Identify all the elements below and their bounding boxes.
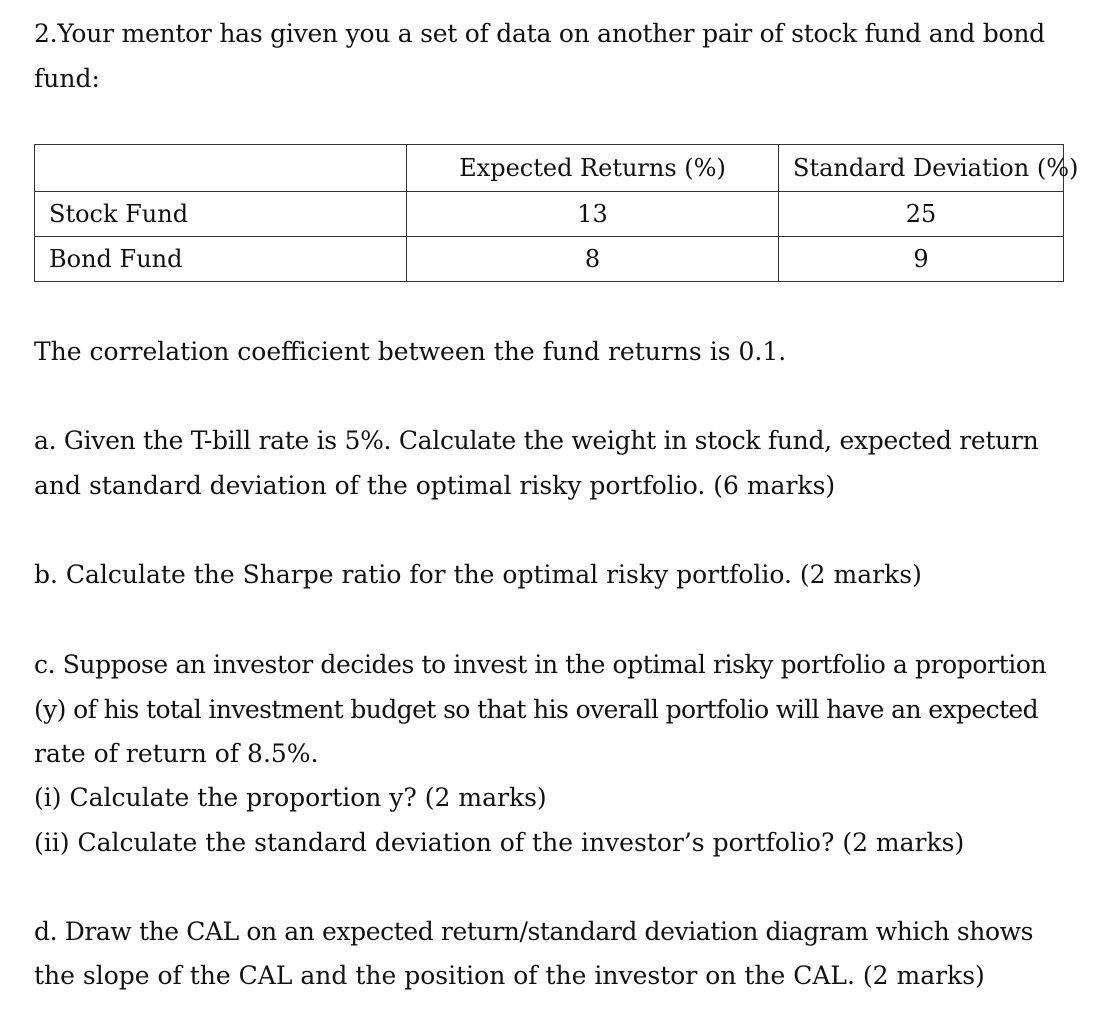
row-label: Bond Fund bbox=[35, 237, 407, 282]
part-c-sub-i: (i) Calculate the proportion y? (2 marks) bbox=[34, 783, 547, 812]
table-row bbox=[35, 237, 1064, 282]
part-a-line-2: and standard deviation of the optimal risky portfolio. (6 marks) bbox=[34, 471, 836, 500]
part-b-line-1: b. Calculate the Sharpe ratio for the optimal risky portfolio. (2 marks) bbox=[34, 560, 922, 589]
part-c-line-3: rate of return of 8.5%. bbox=[34, 739, 319, 768]
header-standard-deviation: Standard Deviation (%) bbox=[779, 145, 1064, 192]
expected-return-value: 8 bbox=[407, 237, 779, 282]
table-header-row bbox=[35, 145, 1064, 192]
correlation-statement: The correlation coefficient between the fund returns is 0.1. bbox=[34, 337, 787, 366]
std-dev-value: 9 bbox=[779, 237, 1064, 282]
fund-data-table bbox=[34, 144, 1079, 282]
intro-line-2: fund: bbox=[34, 64, 100, 93]
part-a-line-1: a. Given the T-bill rate is 5%. Calculate the weight in stock fund, expected return bbox=[34, 426, 1039, 455]
part-c-sub-ii: (ii) Calculate the standard deviation of the investor’s portfolio? (2 marks) bbox=[34, 828, 965, 857]
header-empty-cell bbox=[35, 145, 407, 192]
std-dev-value: 25 bbox=[779, 192, 1064, 237]
part-c-line-1: c. Suppose an investor decides to invest in the optimal risky portfolio a proportion bbox=[34, 650, 1047, 679]
expected-return-value: 13 bbox=[407, 192, 779, 237]
table-row bbox=[35, 192, 1064, 237]
header-expected-returns: Expected Returns (%) bbox=[407, 145, 779, 192]
intro-line-1: 2.Your mentor has given you a set of data on another pair of stock fund and bond bbox=[34, 19, 1045, 48]
part-d-line-2: the slope of the CAL and the position of the investor on the CAL. (2 marks) bbox=[34, 961, 985, 990]
part-d-line-1: d. Draw the CAL on an expected return/standard deviation diagram which shows bbox=[34, 917, 1034, 946]
row-label: Stock Fund bbox=[35, 192, 407, 237]
part-c-line-2: (y) of his total investment budget so that his overall portfolio will have an expected bbox=[34, 695, 1039, 724]
